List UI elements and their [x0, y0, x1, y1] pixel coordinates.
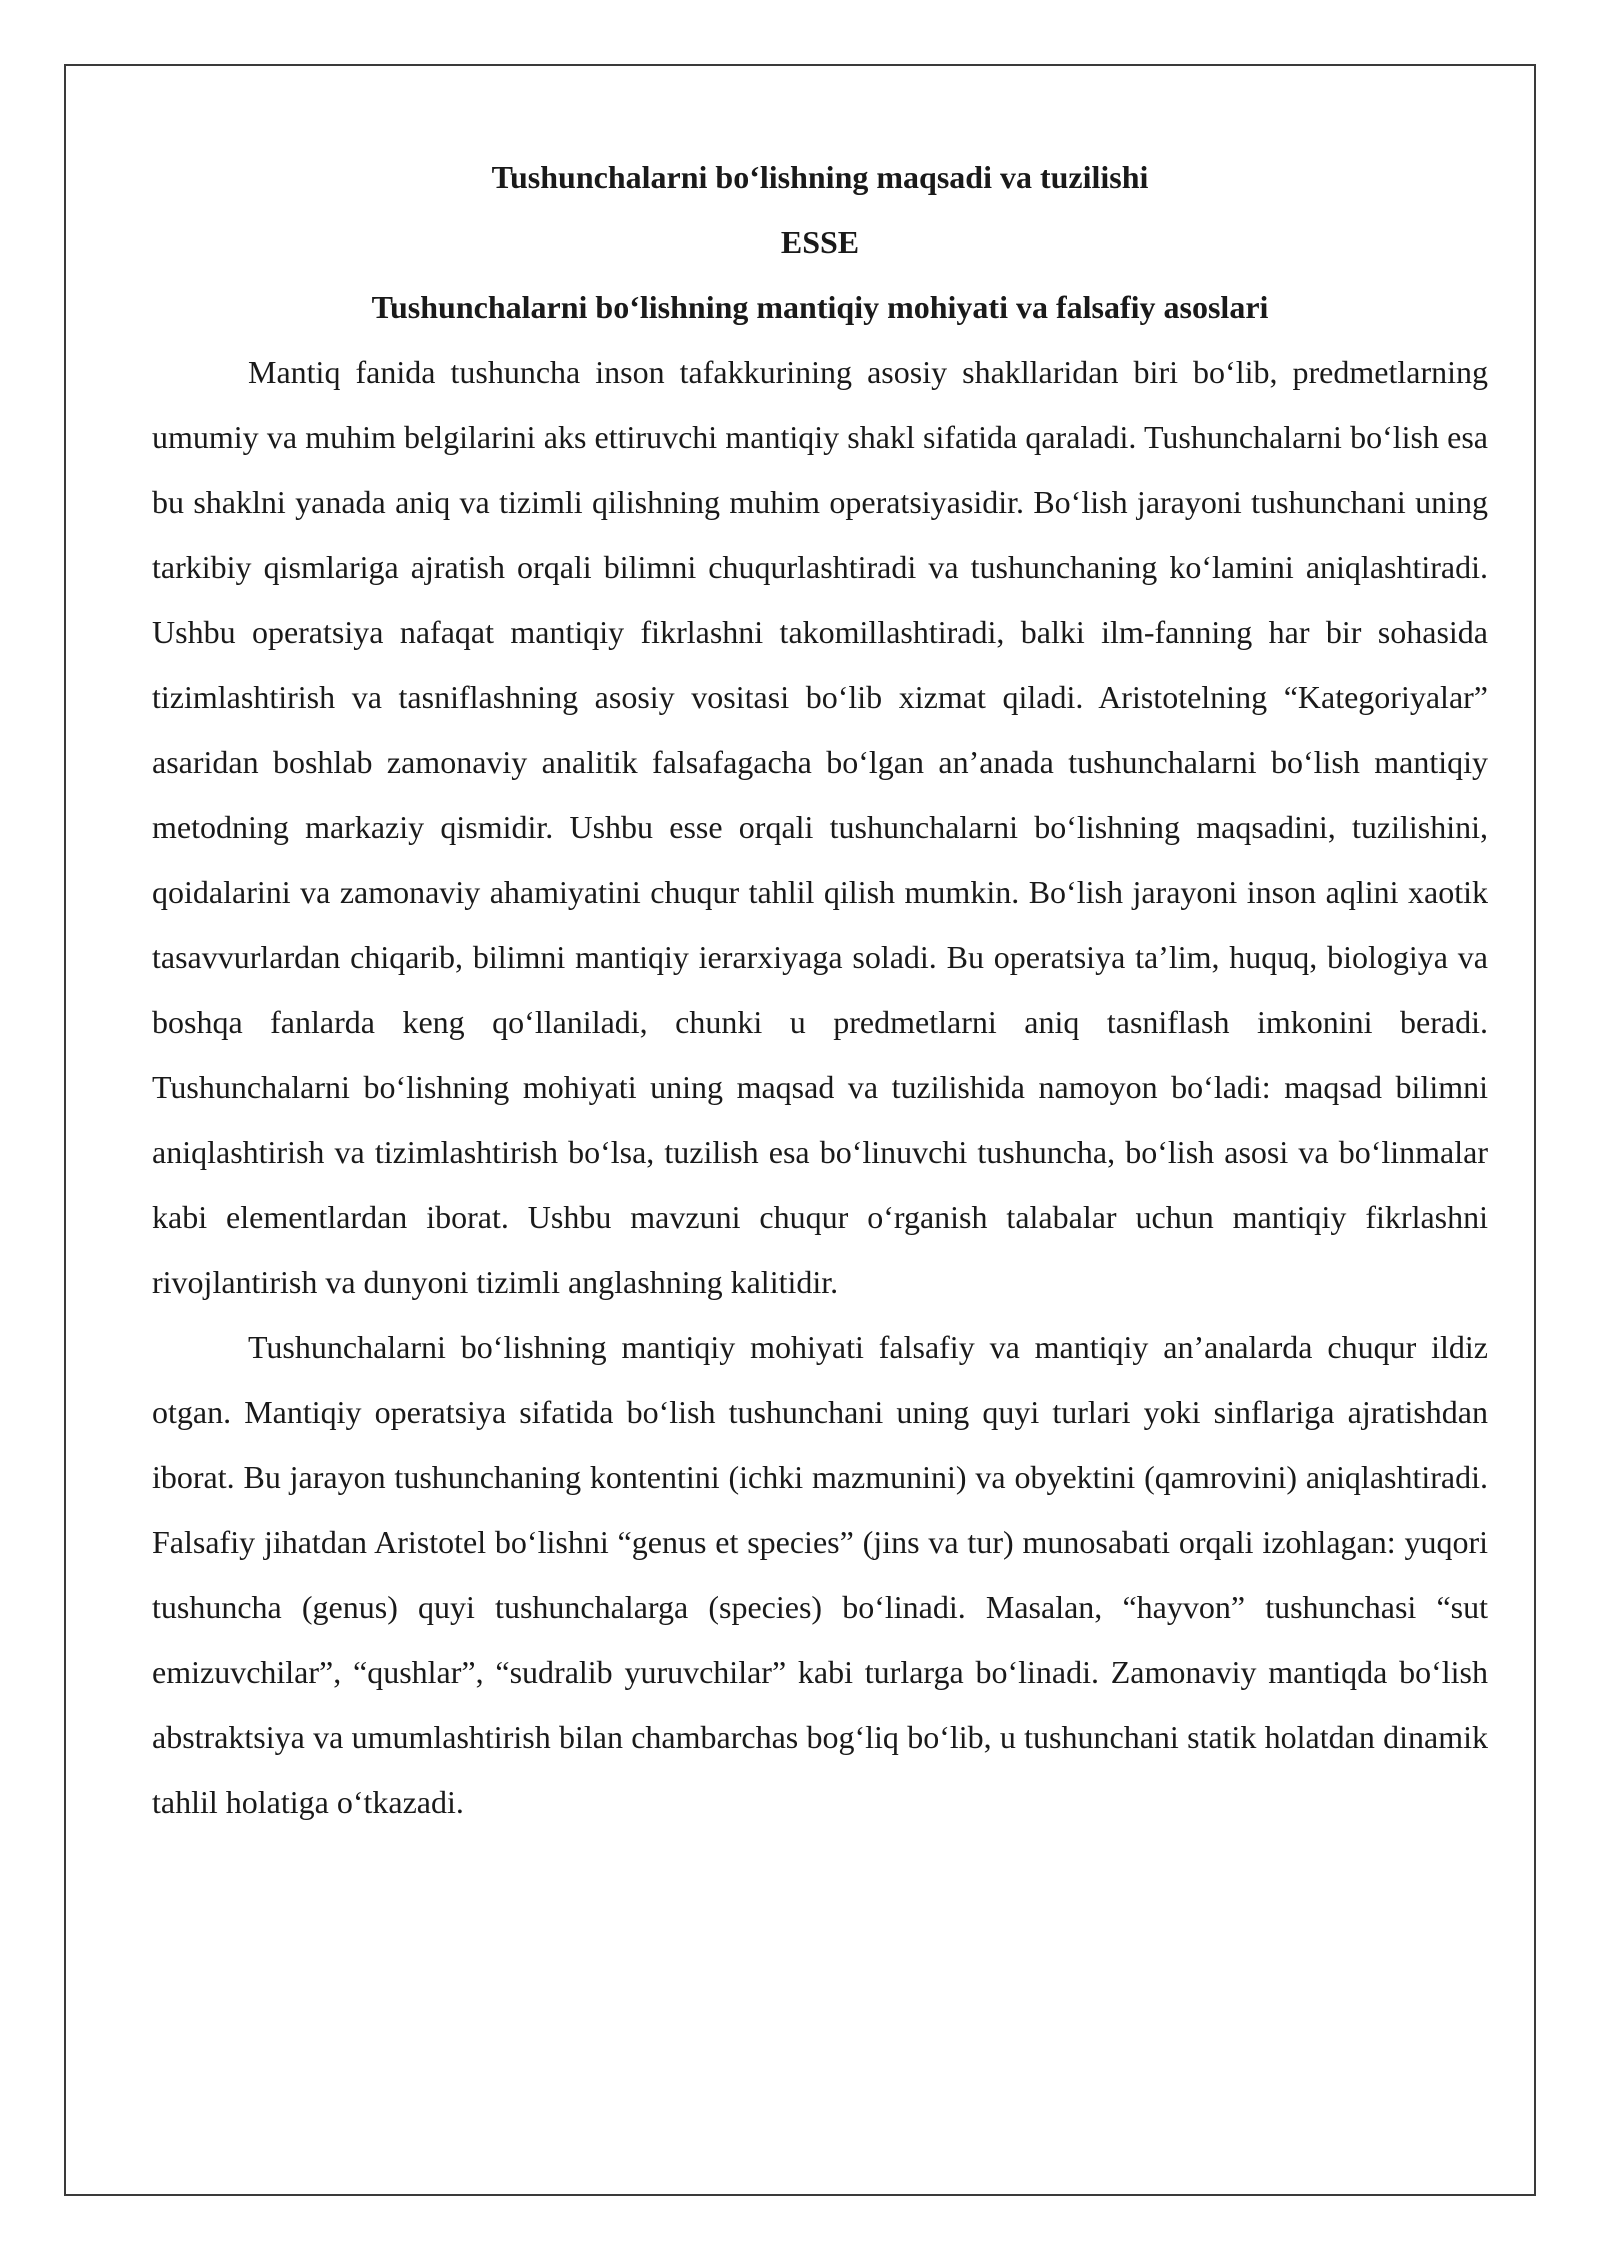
- document-subtitle: Tushunchalarni bo‘lishning mantiqiy mohiyati va falsafiy asoslari: [371, 289, 1269, 325]
- paragraph-2: Tushunchalarni bo‘lishning mantiqiy mohiyati falsafiy va mantiqiy an’analarda chuqur ildiz otgan. Mantiqiy operatsiya sifatida bo‘lish tushunchani uning quyi turlari yoki sinflariga ajratishdan iborat. Bu jarayon tushunchaning kontentini (ichki mazmunini) va obyektini (qamrovini) aniqlashtiradi. Falsafiy jihatdan Aristotel bo‘lishni “genus et species” (jins va tur) munosabati orqali izohlagan: yuqori tushuncha (genus) quyi tushunchalarga (species) bo‘linadi. Masalan, “hayvon” tushunchasi “sut emizuvchilar”, “qushlar”, “sudralib yuruvchilar” kabi turlarga bo‘linadi. Zamonaviy mantiqda bo‘lish abstraktsiya va umumlashtirish bilan chambarchas bog‘liq bo‘lib, u tushunchani statik holatdan dinamik tahlil holatiga o‘tkazadi.: [152, 1329, 1488, 1820]
- paragraph-1: Mantiq fanida tushuncha inson tafakkurining asosiy shakllaridan biri bo‘lib, predmetlarning umumiy va muhim belgilarini aks ettiruvchi mantiqiy shakl sifatida qaraladi. Tushunchalarni bo‘lish esa bu shaklni yanada aniq va tizimli qilishning muhim operatsiyasidir. Bo‘lish jarayoni tushunchani uning tarkibiy qismlariga ajratish orqali bilimni chuqurlashtiradi va tushunchaning ko‘lamini aniqlashtiradi. Ushbu operatsiya nafaqat mantiqiy fikrlashni takomillashtiradi, balki ilm-fanning har bir sohasida tizimlashtirish va tasniflashning asosiy vositasi bo‘lib xizmat qiladi. Aristotelning “Kategoriyalar” asaridan boshlab zamonaviy analitik falsafagacha bo‘lgan an’anada tushunchalarni bo‘lish mantiqiy metodning markaziy qismidir. Ushbu esse orqali tushunchalarni bo‘lishning maqsadini, tuzilishini, qoidalarini va zamonaviy ahamiyatini chuqur tahlil qilish mumkin. Bo‘lish jarayoni inson aqlini xaotik tasavvurlardan chiqarib, bilimni mantiqiy ierarxiyaga soladi. Bu operatsiya ta’lim, huquq, biologiya va boshqa fanlarda keng qo‘llaniladi, chunki u predmetlarni aniq tasniflash imkonini beradi. Tushunchalarni bo‘lishning mohiyati uning maqsad va tuzilishida namoyon bo‘ladi: maqsad bilimni aniqlashtirish va tizimlashtirish bo‘lsa, tuzilish esa bo‘linuvchi tushuncha, bo‘lish asosi va bo‘linmalar kabi elementlardan iborat. Ushbu mavzuni chuqur o‘rganish talabalar uchun mantiqiy fikrlashni rivojlantirish va dunyoni tizimli anglashning kalitidir.: [152, 354, 1488, 1300]
- document-title: Tushunchalarni bo‘lishning maqsadi va tuzilishi: [491, 159, 1149, 195]
- document-genre: ESSE: [780, 224, 860, 260]
- document-body: [152, 145, 1488, 1835]
